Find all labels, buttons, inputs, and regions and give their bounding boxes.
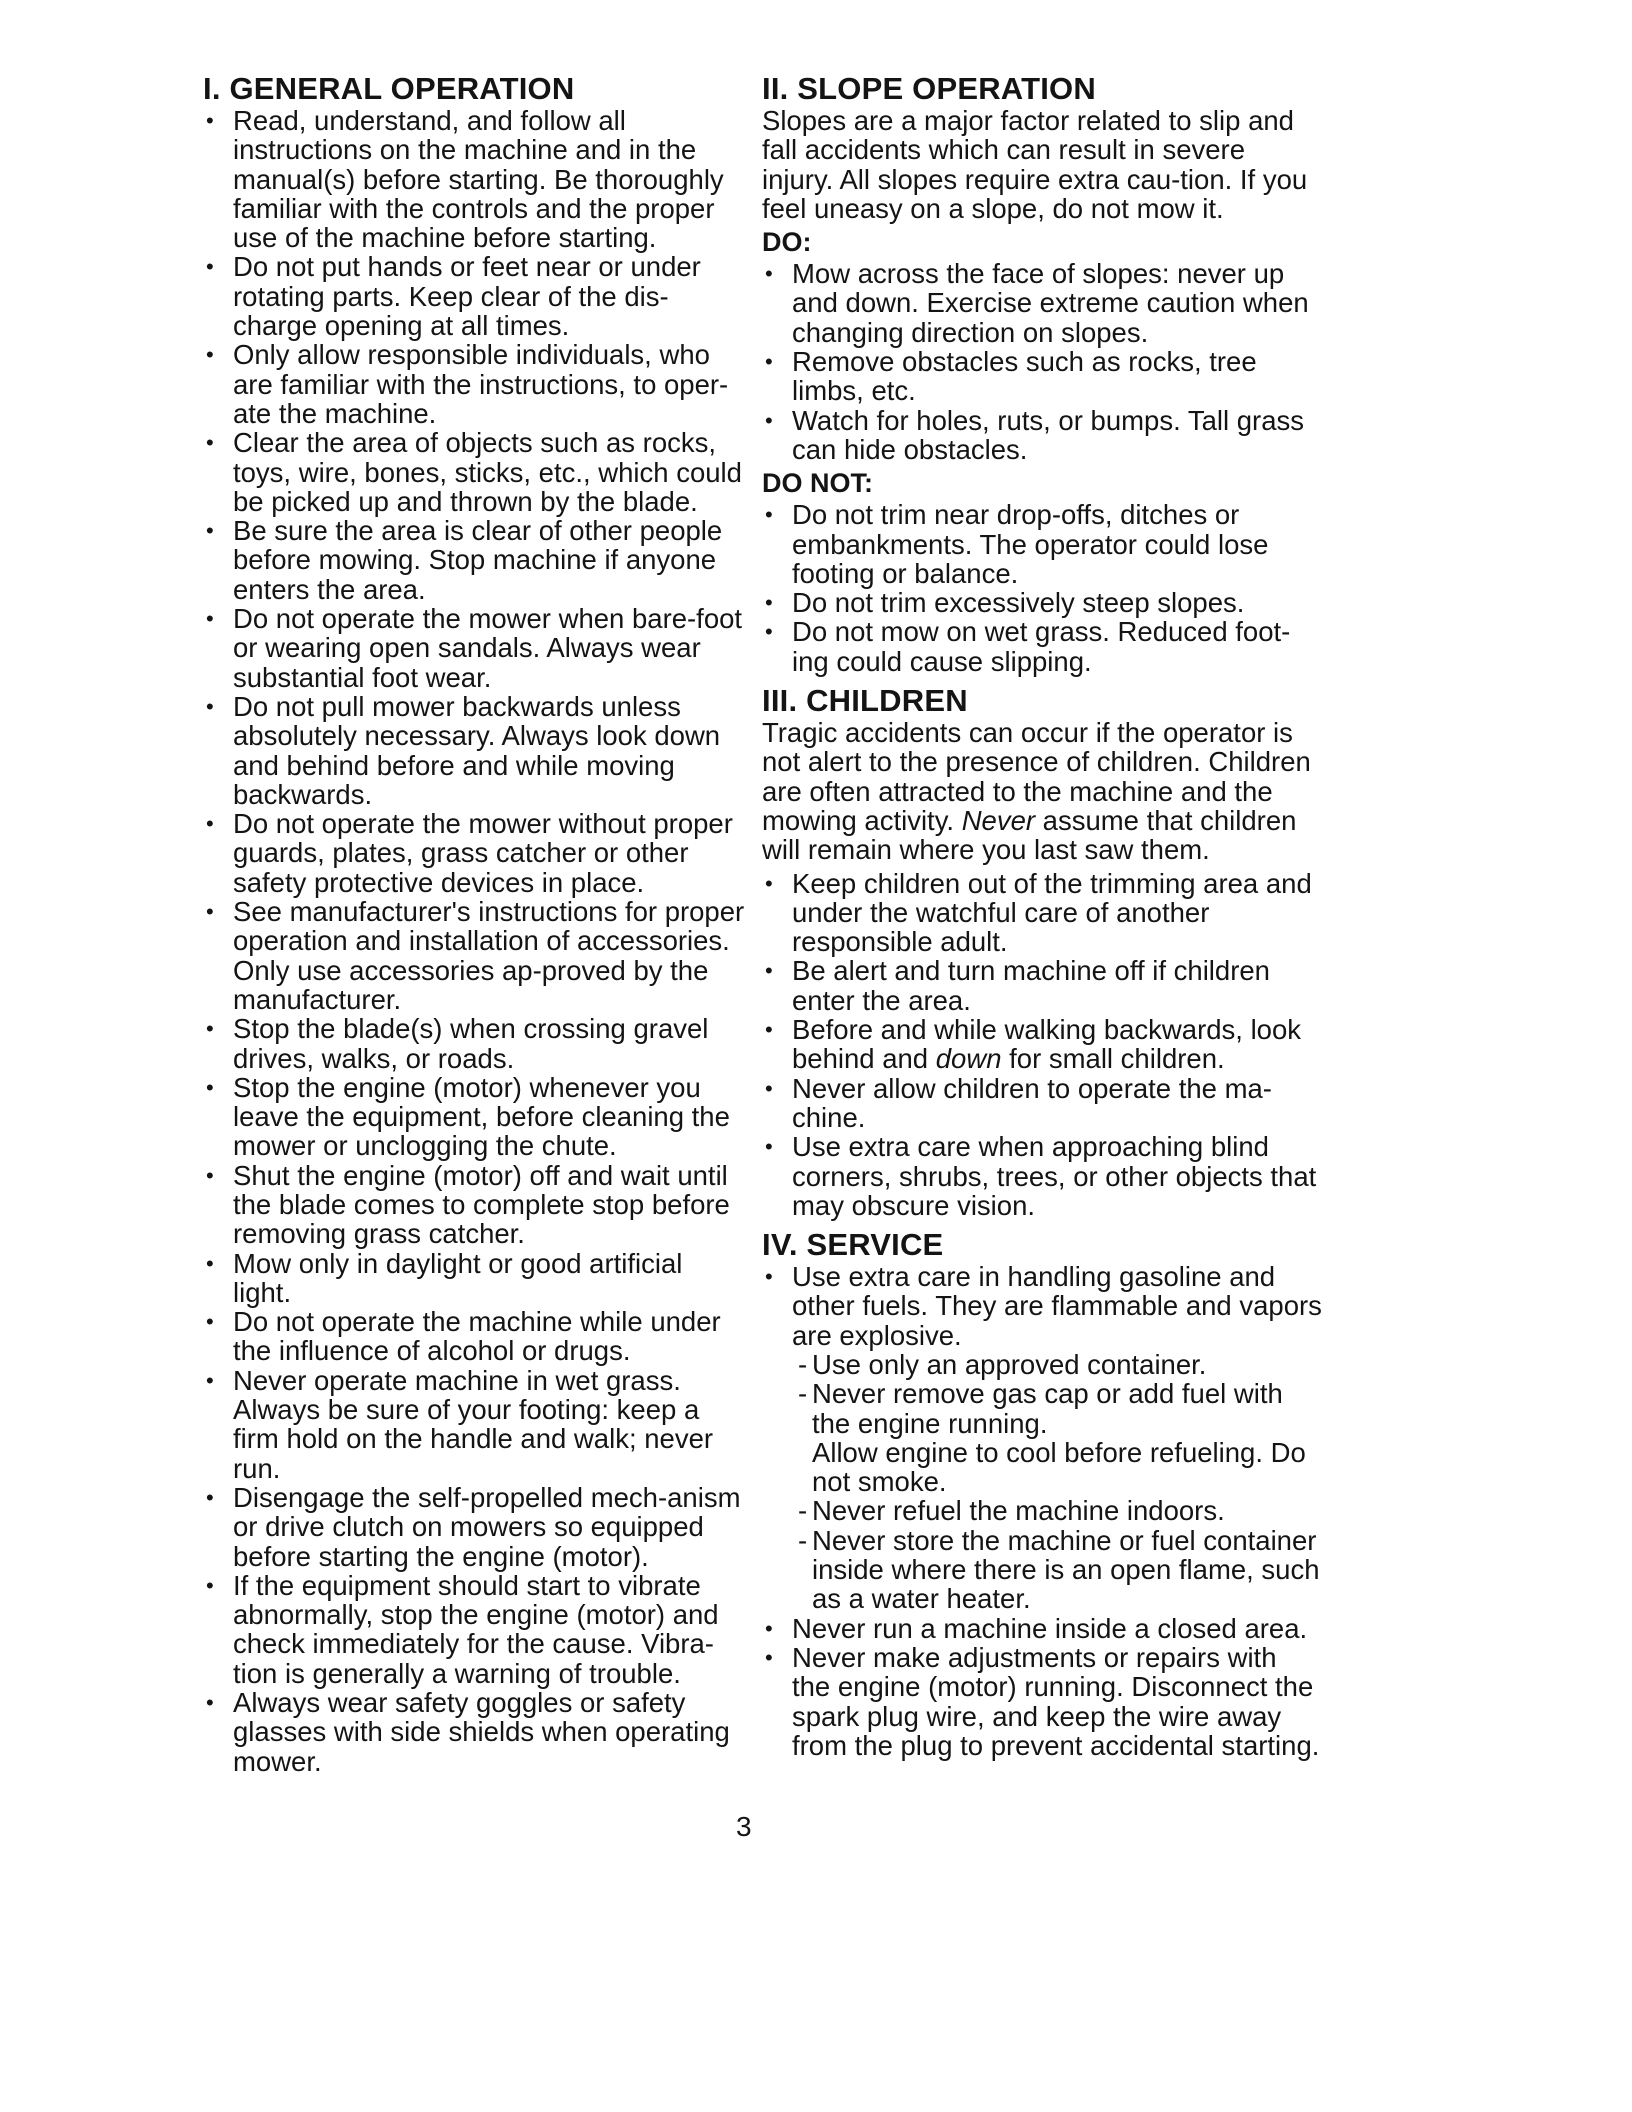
- do-not-heading: DO NOT:: [762, 468, 873, 499]
- list-item: • Do not trim near drop-offs, ditches or embankments. The operator could lose footing or balance.: [762, 500, 1322, 588]
- list-item: • Always wear safety goggles or safety glasses with side shields when operating mower.: [203, 1688, 748, 1776]
- list-item: • Read, understand, and follow all instructions on the machine and in the manual(s) before starting. Be thoroughly familiar with the controls and the proper use of the machine before starting.: [203, 106, 748, 252]
- sub-list-note-wrap: [812, 1438, 1322, 1497]
- children-intro: [762, 718, 1322, 864]
- list-item: • Shut the engine (motor) off and wait until the blade comes to complete stop before removing grass catcher.: [203, 1161, 748, 1249]
- sub-list-item-text: Never remove gas cap or add fuel with the engine running.: [812, 1378, 1283, 1439]
- children-intro-emphasis: Never: [961, 804, 1036, 836]
- sub-list-item: - Use only an approved container.: [796, 1350, 1322, 1379]
- children-intro-text: Tragic accidents can occur if the operator is not alert to the presence of children. Children are often attracted to the machine and the mowing activity.: [762, 717, 1311, 836]
- list-item: • Remove obstacles such as rocks, tree limbs, etc.: [762, 347, 1322, 406]
- list-item-text: Use extra care in handling gasoline and other fuels. They are flammable and vapors are explosive.: [792, 1261, 1322, 1351]
- slope-operation-intro: Slopes are a major factor related to slip and fall accidents which can result in severe injury. All slopes require extra cau-tion. If you feel uneasy on a slope, do not mow it.: [762, 105, 1308, 224]
- list-item: • Never operate machine in wet grass. Always be sure of your footing: keep a firm hold on the handle and walk; never run.: [203, 1366, 748, 1483]
- sub-list-item: [796, 1379, 1322, 1496]
- page-number: 3: [736, 1811, 752, 1842]
- list-item: • Never allow children to operate the ma-chine.: [762, 1074, 1322, 1133]
- list-item: • Stop the engine (motor) whenever you leave the equipment, before cleaning the mower or unclogging the chute.: [203, 1073, 748, 1161]
- list-item: • Be sure the area is clear of other people before mowing. Stop machine if anyone enters the area.: [203, 516, 748, 604]
- children-intro-text-end: assume that children will remain where you last saw them.: [762, 804, 1297, 866]
- list-item: • Use extra care when approaching blind corners, shrubs, trees, or other objects that may obscure vision.: [762, 1132, 1322, 1220]
- list-item: • If the equipment should start to vibrate abnormally, stop the engine (motor) and check immediately for the cause. Vibra-tion is generally a warning of trouble.: [203, 1571, 748, 1688]
- list-item: • Stop the blade(s) when crossing gravel drives, walks, or roads.: [203, 1014, 748, 1073]
- list-item: • Keep children out of the trimming area and under the watchful care of another responsible adult.: [762, 869, 1322, 957]
- sub-list-item: - Never store the machine or fuel container inside where there is an open flame, such as a water heater.: [796, 1526, 1322, 1614]
- list-item: • Mow only in daylight or good artificial light.: [203, 1249, 748, 1308]
- list-item: • Disengage the self-propelled mech-anism or drive clutch on mowers so equipped before starting the engine (motor).: [203, 1483, 748, 1571]
- list-item: • Do not put hands or feet near or under rotating parts. Keep clear of the dis-charge opening at all times.: [203, 252, 748, 340]
- list-item: • Do not pull mower backwards unless absolutely necessary. Always look down and behind before and while moving backwards.: [203, 692, 748, 809]
- general-operation-heading: I. GENERAL OPERATION: [203, 71, 575, 106]
- sub-list-item: - Never refuel the machine indoors.: [796, 1496, 1322, 1525]
- list-item: • Never run a machine inside a closed area.: [762, 1614, 1322, 1643]
- list-item: • Do not mow on wet grass. Reduced foot-ing could cause slipping.: [762, 617, 1322, 676]
- list-item-emphasis: down: [935, 1043, 1002, 1075]
- do-not-list: [762, 500, 1322, 676]
- list-item: • Mow across the face of slopes: never up and down. Exercise extreme caution when changing direction on slopes.: [762, 259, 1322, 347]
- service-list: [762, 1262, 1322, 1760]
- list-item: [762, 1262, 1322, 1614]
- children-list: [762, 869, 1322, 1221]
- fuel-safety-sublist: [792, 1350, 1322, 1614]
- general-operation-list: [203, 106, 748, 1776]
- right-column: [762, 72, 1322, 1760]
- sub-list-note: Allow engine to cool before refueling. Do not smoke.: [812, 1436, 1306, 1498]
- list-item: • Be alert and turn machine off if children enter the area.: [762, 956, 1322, 1015]
- do-list: [762, 259, 1322, 464]
- do-heading: DO:: [762, 227, 812, 258]
- list-item-text-end: for small children.: [1001, 1043, 1225, 1075]
- list-item: [762, 1015, 1322, 1074]
- list-item: • Clear the area of objects such as rocks, toys, wire, bones, sticks, etc., which could be picked up and thrown by the blade.: [203, 428, 748, 516]
- list-item: • Do not operate the machine while under the influence of alcohol or drugs.: [203, 1307, 748, 1366]
- list-item: • Only allow responsible individuals, who are familiar with the instructions, to oper-ate the machine.: [203, 340, 748, 428]
- list-item-text: Before and while walking backwards, look behind and: [792, 1014, 1302, 1075]
- children-heading: III. CHILDREN: [762, 683, 968, 719]
- list-item: • Do not operate the mower when bare-foot or wearing open sandals. Always wear substantial foot wear.: [203, 604, 748, 692]
- slope-operation-heading: II. SLOPE OPERATION: [762, 71, 1096, 106]
- list-item: • See manufacturer's instructions for proper operation and installation of accessories. Only use accessories ap-proved by the manufacturer.: [203, 897, 748, 1014]
- list-item: • Never make adjustments or repairs with the engine (motor) running. Disconnect the spark plug wire, and keep the wire away from the plug to prevent accidental starting.: [762, 1643, 1322, 1760]
- list-item: • Watch for holes, ruts, or bumps. Tall grass can hide obstacles.: [762, 406, 1322, 465]
- service-heading: IV. SERVICE: [762, 1227, 944, 1263]
- list-item: • Do not trim excessively steep slopes.: [762, 588, 1322, 617]
- left-column: [203, 72, 748, 1776]
- list-item: • Do not operate the mower without proper guards, plates, grass catcher or other safety protective devices in place.: [203, 809, 748, 897]
